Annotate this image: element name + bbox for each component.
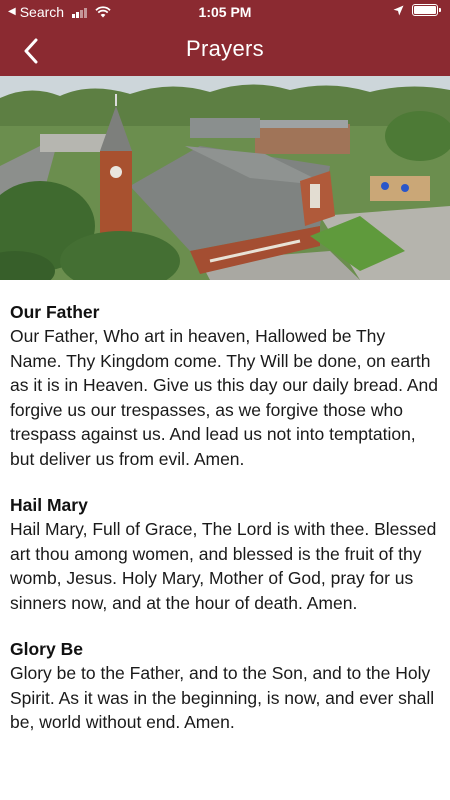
church-aerial-photo-icon — [0, 76, 450, 280]
prayer-title: Hail Mary — [10, 495, 88, 515]
status-back-app-label: Search — [19, 4, 65, 20]
prayer-title: Glory Be — [10, 639, 83, 659]
status-time: 1:05 PM — [198, 4, 252, 20]
prayer-glory-be — [10, 637, 440, 735]
nav-bar — [0, 24, 450, 76]
status-bar — [0, 0, 450, 24]
back-triangle-icon: ◀ — [8, 6, 16, 17]
church-aerial-image — [0, 76, 450, 280]
prayer-text: Glory be to the Father, and to the Son, and to the Holy Spirit. As it was in the beginning, is now, and ever shall be, world without end. Amen. — [10, 663, 435, 732]
prayer-hail-mary — [10, 493, 440, 615]
prayers-list — [10, 300, 440, 757]
location-arrow-icon — [393, 5, 404, 16]
page-title: Prayers — [186, 36, 264, 61]
battery-icon — [412, 4, 438, 16]
app-header — [0, 0, 450, 76]
prayer-title: Our Father — [10, 302, 100, 322]
prayer-text: Our Father, Who art in heaven, Hallowed be Thy Name. Thy Kingdom come. Thy Will be done, on earth as it is in Heaven. Give us this day our daily bread. And forgive us our trespasses, as we forgive those who trespass against us. And lead us not into temptation, but deliver us from evil. Amen. — [10, 326, 439, 469]
prayer-text: Hail Mary, Full of Grace, The Lord is with thee. Blessed art thou among women, and blessed is the fruit of thy womb, Jesus. Holy Mary, Mother of God, pray for us sinners now, and at the hour of death. Amen. — [10, 519, 437, 613]
prayer-our-father — [10, 300, 440, 471]
